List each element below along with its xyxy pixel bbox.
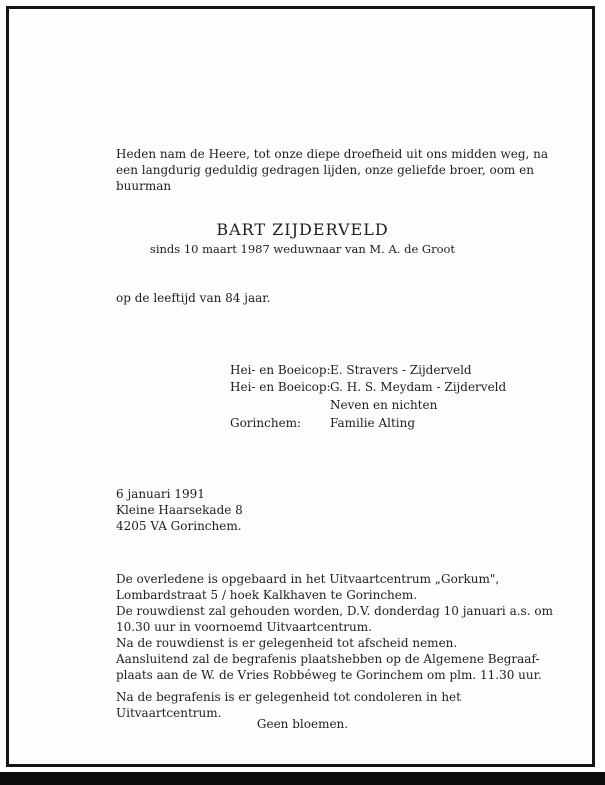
family-name: Familie Alting <box>330 416 416 430</box>
funeral-info <box>116 571 553 721</box>
info-line: Uitvaartcentrum. <box>116 706 222 720</box>
closing-line: Geen bloemen. <box>256 717 349 731</box>
widower-line: sinds 10 maart 1987 weduwnaar van M. A. de Groot <box>149 242 456 256</box>
address-city: 4205 VA Gorinchem. <box>116 519 242 533</box>
family-place: Gorinchem: <box>230 416 302 430</box>
intro-line: Heden nam de Heere, tot onze diepe droefheid uit ons midden weg, na <box>116 147 549 161</box>
address-street: Kleine Haarsekade 8 <box>116 503 243 517</box>
info-line: Na de rouwdienst is er gelegenheid tot afscheid nemen. <box>116 636 458 650</box>
info-line: Aansluitend zal de begrafenis plaatshebben op de Algemene Begraaf- <box>116 652 540 666</box>
info-line: De overledene is opgebaard in het Uitvaartcentrum „Gorkum", <box>116 572 500 586</box>
bottom-edge <box>0 772 605 785</box>
info-line: 10.30 uur in voornoemd Uitvaartcentrum. <box>116 620 372 634</box>
info-line: De rouwdienst zal gehouden worden, D.V. donderdag 10 januari a.s. om <box>116 604 553 618</box>
family-name: E. Stravers - Zijderveld <box>330 363 472 377</box>
intro-text <box>116 146 548 194</box>
address-block <box>116 486 243 534</box>
deceased-name: BART ZIJDERVELD <box>216 220 389 239</box>
family-place: Hei- en Boeicop: <box>230 380 331 394</box>
info-line: Na de begrafenis is er gelegenheid tot condoleren in het <box>116 690 461 704</box>
info-line: Lombardstraat 5 / hoek Kalkhaven te Gorinchem. <box>116 588 418 602</box>
family-name: Neven en nichten <box>330 398 438 412</box>
family-place: Hei- en Boeicop: <box>230 363 331 377</box>
age-line: op de leeftijd van 84 jaar. <box>116 291 271 305</box>
intro-line: een langdurig geduldig gedragen lijden, onze geliefde broer, oom en <box>116 163 534 177</box>
intro-line: buurman <box>116 179 172 193</box>
family-name: G. H. S. Meydam - Zijderveld <box>330 380 507 394</box>
info-line: plaats aan de W. de Vries Robbéweg te Gorinchem om plm. 11.30 uur. <box>116 668 542 682</box>
address-date: 6 januari 1991 <box>116 487 205 501</box>
